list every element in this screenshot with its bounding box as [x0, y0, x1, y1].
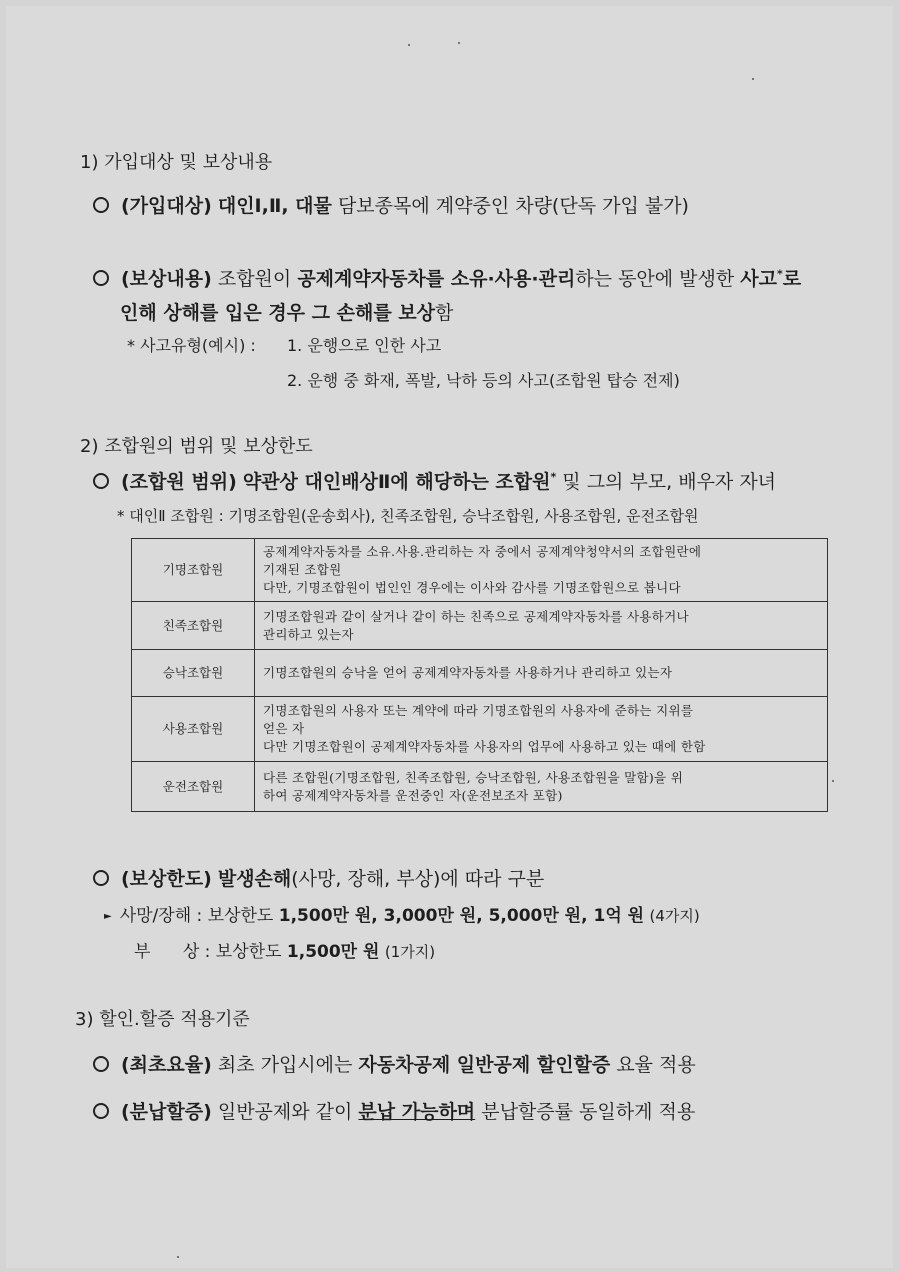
injury-line [134, 937, 435, 962]
table-row [132, 762, 828, 812]
desc-line: 다른 조합원(기명조합원, 친족조합원, 승낙조합원, 사용조합원을 말함)을 위 [263, 769, 684, 785]
installment-text-2: 분납할증률 동일하게 적용 [481, 1101, 696, 1123]
desc-line: 다만 기명조합원이 공제계약자동차를 사용자의 업무에 사용하고 있는 때에 한함 [263, 739, 706, 754]
member-desc [255, 697, 828, 762]
coverage-text-1: 조합원이 [217, 268, 292, 290]
accident-type-2: 2. 운행 중 화재, 폭발, 낙하 등의 사고(조합원 탑승 전제) [287, 371, 680, 390]
circle-bullet-icon [93, 473, 109, 489]
member-desc [255, 539, 828, 602]
triangle-bullet-icon: ► [104, 910, 112, 922]
initial-label: (최초요율) [121, 1054, 212, 1076]
coverage-line-2 [120, 298, 453, 325]
accident-types-label: * 사고유형(예시) : [127, 336, 256, 355]
eligibility-line [93, 191, 689, 218]
desc-line: 다만, 기명조합원이 법인인 경우에는 이사와 감사를 기명조합원으로 봅니다 [263, 580, 681, 595]
member-note: * 대인Ⅱ 조합원 : 기명조합원(운송회사), 친족조합원, 승낙조합원, 사용조합원, 운전조합원 [117, 507, 699, 525]
scope-bold: 약관상 대인배상Ⅱ에 해당하는 조합원 [242, 471, 551, 493]
circle-bullet-icon [93, 270, 109, 286]
coverage-bold-1: 공제계약자동차를 소유·사용·관리 [297, 268, 576, 290]
scope-sup: * [550, 470, 557, 484]
coverage-sup: * [777, 267, 783, 281]
death-tail: (4가지) [649, 907, 700, 925]
limit-text: (사망, 장해, 부상)에 따라 구분 [291, 868, 545, 890]
scan-speck [177, 1256, 179, 1258]
member-name: 운전조합원 [132, 762, 255, 812]
desc-line: 기명조합원의 사용자 또는 계약에 따라 기명조합원의 사용자에 준하는 지위를 [263, 703, 694, 718]
section1-heading: 1) 가입대상 및 보상내용 [80, 152, 273, 173]
limit-line [93, 864, 544, 891]
installment-underlined: 분납 가능하며 [358, 1101, 476, 1123]
circle-bullet-icon [93, 1103, 109, 1119]
table-row [132, 539, 828, 602]
member-desc [255, 762, 828, 812]
scope-text: 및 그의 부모, 배우자 자녀 [562, 471, 777, 493]
death-amounts: 1,500만 원, 3,000만 원, 5,000만 원, 1억 원 [278, 906, 645, 926]
member-name: 승낙조합원 [132, 650, 255, 697]
coverage-line-1 [93, 264, 801, 291]
death-label: 사망/장해 : 보상한도 [119, 906, 274, 926]
coverage-bold-2: 사고 [740, 268, 778, 290]
coverage-label: (보상내용) [121, 268, 212, 290]
eligibility-bold: 대인Ⅰ,Ⅱ, 대물 [217, 195, 332, 217]
coverage-bold-3: 로 [782, 268, 802, 290]
scan-speck [458, 42, 460, 44]
injury-tail: (1가지) [384, 943, 436, 961]
desc-line: 얻은 자 [263, 721, 305, 736]
limit-label: (보상한도) [121, 868, 212, 890]
circle-bullet-icon [93, 1056, 109, 1072]
table-row [132, 602, 828, 650]
member-table [131, 538, 828, 812]
installment-label: (분납할증) [121, 1101, 212, 1123]
scope-label: (조합원 범위) [121, 471, 237, 493]
member-name: 기명조합원 [132, 539, 255, 602]
circle-bullet-icon [93, 870, 109, 886]
injury-amount: 1,500만 원 [286, 942, 380, 962]
coverage-text-2: 하는 동안에 발생한 [575, 268, 735, 290]
death-line [104, 901, 700, 926]
member-desc [255, 602, 828, 650]
scan-speck [752, 78, 754, 80]
limit-bold: 발생손해 [217, 868, 292, 890]
desc-line: 기명조합원과 같이 살거나 같이 하는 친족으로 공제계약자동차를 사용하거나 [263, 608, 689, 624]
coverage-bold-4: 인해 상해를 입은 경우 그 손해를 보상 [120, 302, 435, 324]
initial-text-1: 최초 가입시에는 [217, 1054, 353, 1076]
injury-label: 부 상 : 보상한도 [134, 942, 282, 962]
desc-line: 공제계약자동차를 소유.사용.관리하는 자 중에서 공제계약청약서의 조합원란에 [263, 544, 702, 559]
member-desc [255, 650, 828, 697]
section2-heading: 2) 조합원의 범위 및 보상한도 [80, 436, 313, 457]
eligibility-text: 담보종목에 계약중인 차량(단독 가입 불가) [337, 195, 689, 217]
table-row [132, 697, 828, 762]
member-name: 친족조합원 [132, 602, 255, 650]
installment-text-1: 일반공제와 같이 [217, 1101, 353, 1123]
section3-heading: 3) 할인.할증 적용기준 [75, 1009, 250, 1030]
scan-speck [408, 44, 410, 46]
desc-line: 하여 공제계약자동차를 운전중인 자(운전보조자 포함) [263, 787, 563, 803]
desc-line: 관리하고 있는자 [263, 626, 354, 642]
initial-rate-line [93, 1050, 696, 1077]
installment-line [93, 1097, 695, 1124]
desc-line: 기재된 조합원 [263, 562, 342, 577]
coverage-text-3: 함 [435, 302, 454, 324]
initial-bold: 자동차공제 일반공제 할인할증 [358, 1054, 611, 1076]
desc-line: 기명조합원의 승낙을 얻어 공제계약자동차를 사용하거나 관리하고 있는자 [263, 665, 673, 680]
member-name: 사용조합원 [132, 697, 255, 762]
accident-type-1: 1. 운행으로 인한 사고 [287, 336, 442, 355]
table-row [132, 650, 828, 697]
scope-line [93, 467, 776, 494]
scan-speck [832, 780, 834, 782]
circle-bullet-icon [93, 197, 109, 213]
initial-text-2: 요율 적용 [616, 1054, 696, 1076]
eligibility-label: (가입대상) [121, 195, 212, 217]
